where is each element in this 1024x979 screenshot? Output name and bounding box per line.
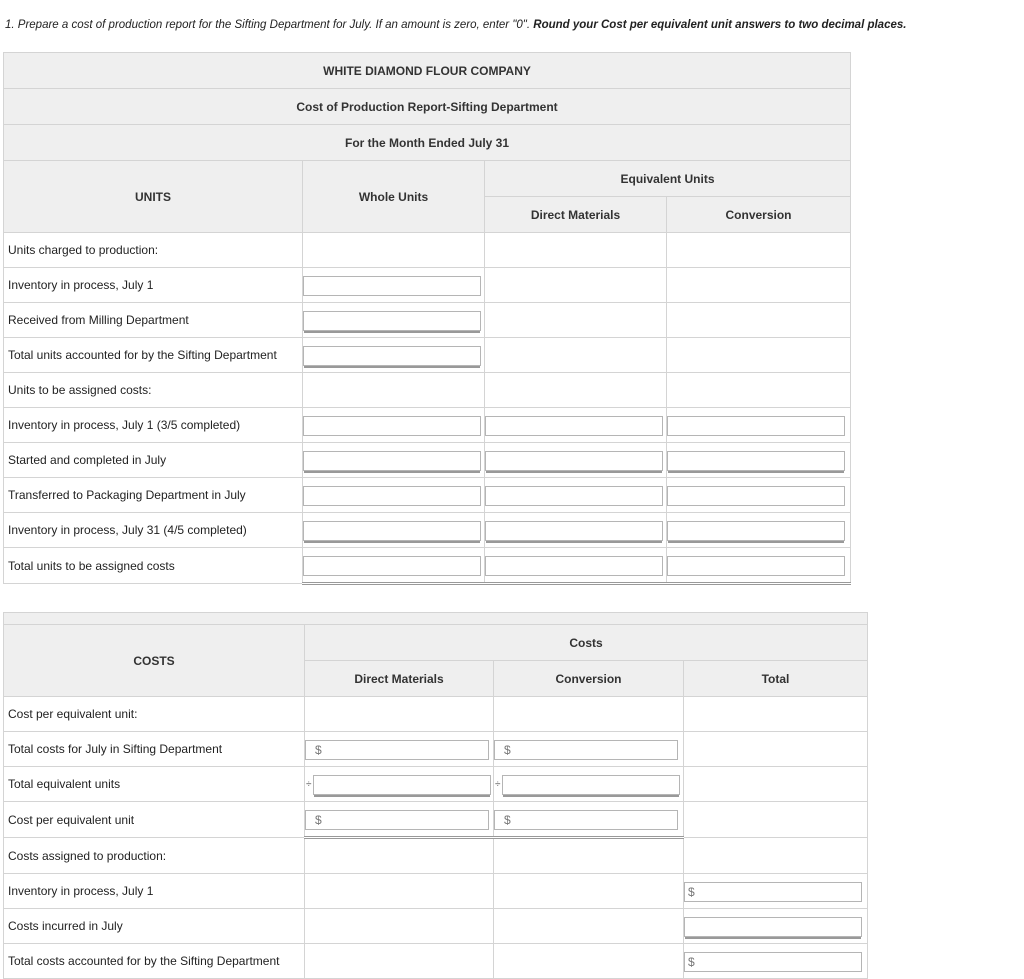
conv-total-assigned-input[interactable] [667,556,845,576]
total-inv-july1-cost-input[interactable] [684,882,862,902]
dm-cost-per-eq-unit-input[interactable] [305,810,489,830]
dm-total-assigned-input[interactable] [485,556,663,576]
company-name: WHITE DIAMOND FLOUR COMPANY [4,53,851,89]
conv-started-completed-input[interactable] [667,451,845,471]
row-label: Total costs accounted for by the Sifting Department [4,944,305,979]
row-label: Total equivalent units [4,767,305,802]
row-label: Costs assigned to production: [4,838,305,874]
dollar-sign: $ [504,813,511,827]
whole-units-total-accounted-input[interactable] [303,346,481,366]
whole-units-started-completed-input[interactable] [303,451,481,471]
table-row [4,838,868,874]
divide-icon: ÷ [495,779,501,790]
whole-units-total-assigned-input[interactable] [303,556,481,576]
table-row [4,443,851,478]
table-row [4,408,851,443]
row-label: Total units to be assigned costs [4,548,303,584]
conv-transferred-input[interactable] [667,486,845,506]
row-label: Inventory in process, July 1 [4,874,305,909]
table-row [4,513,851,548]
divide-icon: ÷ [306,779,312,790]
dm-inv-july1-input[interactable] [485,416,663,436]
row-label: Total units accounted for by the Sifting Department [4,338,303,373]
direct-materials-cost-header: Direct Materials [305,661,494,697]
table-row [4,478,851,513]
instruction-plain: 1. Prepare a cost of production report for the Sifting Department for July. If an amount is zero, enter "0". [5,19,531,31]
table-row [4,732,868,767]
row-label: Cost per equivalent unit [4,802,305,838]
conv-inv-july1-input[interactable] [667,416,845,436]
equivalent-units-header: Equivalent Units [485,161,851,197]
costs-table [3,612,868,979]
table-row [4,909,868,944]
table-row [4,268,851,303]
whole-units-transferred-input[interactable] [303,486,481,506]
instruction-bold: Round your Cost per equivalent unit answers to two decimal places. [533,19,907,31]
table-row [4,548,851,584]
costs-header: COSTS [4,625,305,697]
dollar-sign: $ [315,743,322,757]
whole-units-received-input[interactable] [303,311,481,331]
whole-units-inv-july31-input[interactable] [303,521,481,541]
dollar-sign: $ [688,885,695,899]
dm-total-eq-units-input[interactable] [313,775,491,795]
conv-cost-per-eq-unit-input[interactable] [494,810,678,830]
conv-total-costs-input[interactable] [494,740,678,760]
conversion-cost-header: Conversion [494,661,684,697]
total-costs-incurred-input[interactable] [684,917,862,937]
report-period: For the Month Ended July 31 [4,125,851,161]
dollar-sign: $ [688,955,695,969]
row-label: Transferred to Packaging Department in July [4,478,303,513]
table-row [4,944,868,979]
row-label: Inventory in process, July 1 (3/5 completed) [4,408,303,443]
dollar-sign: $ [315,813,322,827]
table-row [4,303,851,338]
table-row [4,338,851,373]
table-row [4,233,851,268]
direct-materials-header: Direct Materials [485,197,667,233]
dm-started-completed-input[interactable] [485,451,663,471]
table-row [4,874,868,909]
row-label: Units to be assigned costs: [4,373,303,408]
row-label: Inventory in process, July 1 [4,268,303,303]
row-label: Started and completed in July [4,443,303,478]
total-cost-header: Total [684,661,868,697]
row-label: Units charged to production: [4,233,303,268]
table-row [4,802,868,838]
dm-transferred-input[interactable] [485,486,663,506]
dm-total-costs-input[interactable] [305,740,489,760]
report-title: Cost of Production Report-Sifting Department [4,89,851,125]
row-label: Received from Milling Department [4,303,303,338]
table-row [4,373,851,408]
units-header: UNITS [4,161,303,233]
whole-units-header: Whole Units [303,161,485,233]
dollar-sign: $ [504,743,511,757]
table-row [4,697,868,732]
row-label: Cost per equivalent unit: [4,697,305,732]
conv-inv-july31-input[interactable] [667,521,845,541]
total-costs-accounted-input[interactable] [684,952,862,972]
table-row [4,767,868,802]
conv-total-eq-units-input[interactable] [502,775,680,795]
row-label: Inventory in process, July 31 (4/5 completed) [4,513,303,548]
row-label: Costs incurred in July [4,909,305,944]
instruction-text [5,19,1021,31]
dm-inv-july31-input[interactable] [485,521,663,541]
whole-units-inv-july1-assigned-input[interactable] [303,416,481,436]
conversion-header: Conversion [667,197,851,233]
whole-units-inv-july1-input[interactable] [303,276,481,296]
units-table [3,52,851,585]
costs-group-header: Costs [305,625,868,661]
row-label: Total costs for July in Sifting Department [4,732,305,767]
